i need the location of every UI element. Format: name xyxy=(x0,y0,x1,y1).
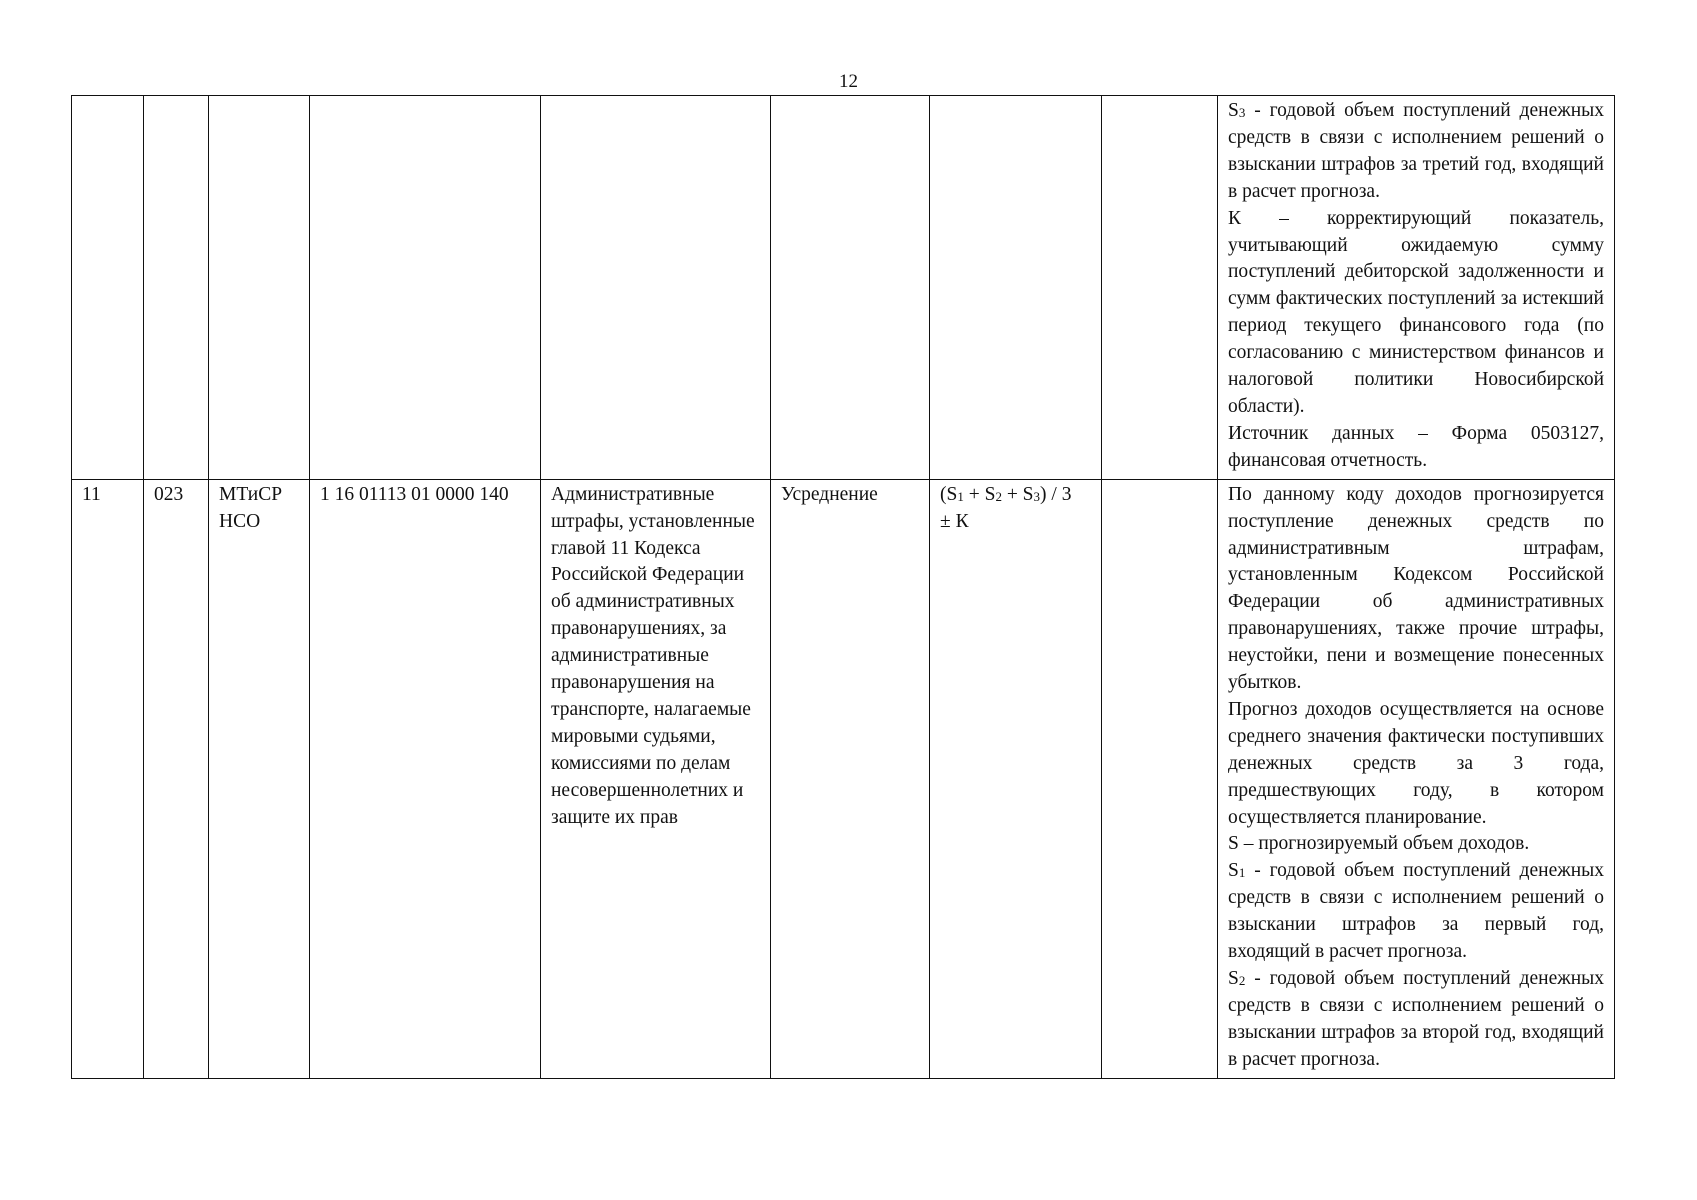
description-paragraph: Источник данных – Форма 0503127, финансовая отчетность. xyxy=(1228,422,1604,471)
extra-cell xyxy=(1102,96,1218,480)
description-paragraph: $S_1$ - годовой объем поступлений денежных средств в связи с исполнением решений о взыскании штрафов за первый год, входящий в расчет прогноза. xyxy=(1228,860,1604,963)
administrator-cell: МТиСР НСО xyxy=(209,479,310,1078)
revenue-forecast-table xyxy=(71,95,1615,1079)
table-row xyxy=(72,479,1615,1078)
row-number-cell xyxy=(72,96,144,480)
formula-line: $(S_1 + S_2 + S_3) / 3$ xyxy=(940,483,1072,505)
page-number: 12 xyxy=(839,71,858,92)
row-number-cell: 11 xyxy=(72,479,144,1078)
description-paragraph: $S_2$ - годовой объем поступлений денежных средств в связи с исполнением решений о взыскании штрафов за второй год, входящий в расчет прогноза. xyxy=(1228,968,1604,1070)
administrator-cell xyxy=(209,96,310,480)
method-cell xyxy=(771,96,930,480)
kbk-code-cell: 1 16 01113 01 0000 140 xyxy=(310,479,541,1078)
description-paragraph: По данному коду доходов прогнозируется поступление денежных средств по административным штрафам, установленным Кодексом Российской Федерации об административных правонарушениях, также прочие штрафы, неустойки, пени и возмещение понесенных убытков. xyxy=(1228,483,1604,694)
description-paragraph: К – корректирующий показатель, учитывающий ожидаемую сумму поступлений дебиторской задолженности и сумм фактических поступлений за истекший период текущего финансового года (по согласованию с министерством финансов и налоговой политики Новосибирской области). xyxy=(1228,207,1604,417)
description-cell xyxy=(1218,96,1615,480)
kbk-code-cell xyxy=(310,96,541,480)
description-paragraph: $S_3$ - годовой объем поступлений денежных средств в связи с исполнением решений о взыскании штрафов за третий год, входящий в расчет прогноза. xyxy=(1228,100,1604,202)
method-cell: Усреднение xyxy=(771,479,930,1078)
formula-cell xyxy=(930,479,1102,1078)
formula-line: ± К xyxy=(940,510,969,532)
chapter-code-cell: 023 xyxy=(144,479,209,1078)
description-cell xyxy=(1218,479,1615,1078)
table-row xyxy=(72,96,1615,480)
description-paragraph: Прогноз доходов осуществляется на основе среднего значения фактически поступивших денежных средств за 3 года, предшествующих году, в котором осуществляется планирование. xyxy=(1228,698,1604,828)
revenue-name-cell xyxy=(541,96,771,480)
extra-cell xyxy=(1102,479,1218,1078)
revenue-name-cell: Административные штрафы, установленные главой 11 Кодекса Российской Федерации об административных правонарушениях, за административные правонарушения на транспорте, налагаемые мировыми судьями, комиссиями по делам несовершеннолетних и защите их прав xyxy=(541,479,771,1078)
description-paragraph: S – прогнозируемый объем доходов. xyxy=(1228,833,1530,855)
formula-cell xyxy=(930,96,1102,480)
chapter-code-cell xyxy=(144,96,209,480)
